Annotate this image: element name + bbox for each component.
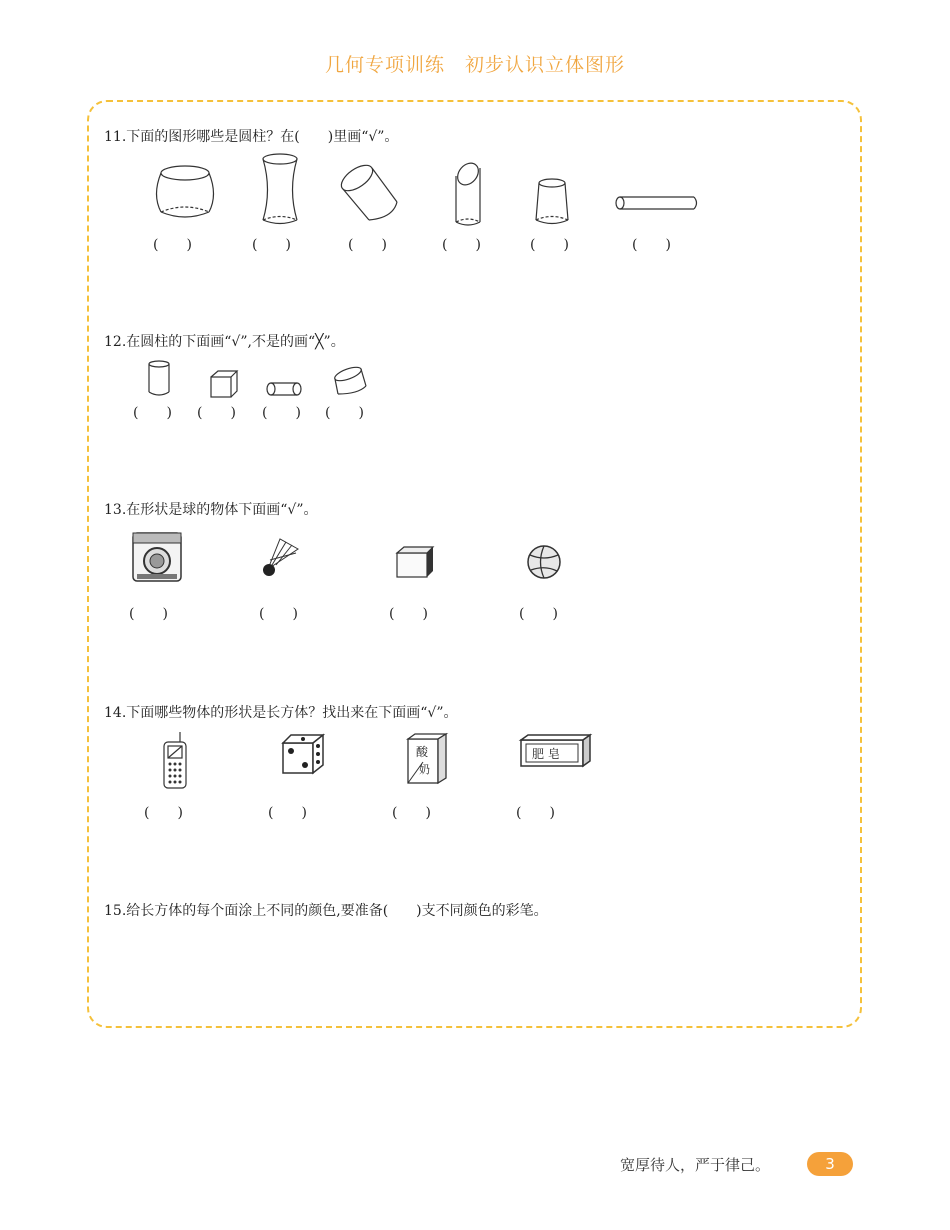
cube-box-icon [394,544,436,580]
shuttlecock-icon [258,535,302,579]
answer-blank[interactable]: ( ) [153,237,192,253]
cup-frustum-icon [530,175,575,230]
cylinder-icon [145,358,173,398]
question-13-text: 13.在形状是球的物体下面画“√”。 [104,502,318,518]
answer-blank[interactable]: ( ) [262,405,301,421]
answer-blank[interactable]: ( ) [392,805,431,821]
soap-box-icon [518,732,594,770]
question-12-text: 12.在圆柱的下面画“√”,不是的画“╳”。 [104,334,345,350]
horizontal-cylinder-icon [265,380,305,398]
washing-machine-icon [130,530,184,584]
answer-blank[interactable]: ( ) [519,606,558,622]
soap-label: 肥 皂 [532,747,560,761]
answer-blank[interactable]: ( ) [197,405,236,421]
answer-blank[interactable]: ( ) [252,237,291,253]
cube-icon [208,368,240,400]
answer-blank[interactable]: ( ) [133,405,172,421]
footer-motto: 宽厚待人，严于律己。 [620,1156,771,1174]
answer-blank[interactable]: ( ) [348,237,387,253]
tilted-cylinder-icon [330,364,370,398]
answer-blank[interactable]: ( ) [259,606,298,622]
answer-blank[interactable]: ( ) [325,405,364,421]
hourglass-cylinder-icon [250,150,310,230]
barrel-shape-icon [150,160,220,230]
answer-blank[interactable]: ( ) [144,805,183,821]
yogurt-label: 奶 [419,763,430,776]
answer-blank[interactable]: ( ) [632,237,671,253]
yogurt-box-icon [405,732,449,786]
yogurt-label: 酸 [416,745,429,759]
page-title: 几何专项训练 初步认识立体图形 [324,54,625,76]
mobile-phone-icon [160,730,190,792]
answer-blank[interactable]: ( ) [516,805,555,821]
answer-blank[interactable]: ( ) [129,606,168,622]
answer-blank[interactable]: ( ) [442,237,481,253]
cylinder-icon [448,160,493,230]
tilted-cylinder-icon [335,160,405,230]
dice-icon [280,732,326,776]
question-11-text: 11.下面的图形哪些是圆柱？在( )里画“√”。 [104,129,399,145]
question-14-text: 14.下面哪些物体的形状是长方体？找出来在下面画“√”。 [104,705,458,721]
answer-blank[interactable]: ( ) [389,606,428,622]
question-15-text: 15.给长方体的每个面涂上不同的颜色,要准备( )支不同颜色的彩笔。 [104,903,548,919]
answer-blank[interactable]: ( ) [268,805,307,821]
volleyball-icon [525,543,563,581]
page-number-badge: 3 [807,1152,853,1176]
long-rod-cylinder-icon [612,192,702,214]
answer-blank[interactable]: ( ) [530,237,569,253]
